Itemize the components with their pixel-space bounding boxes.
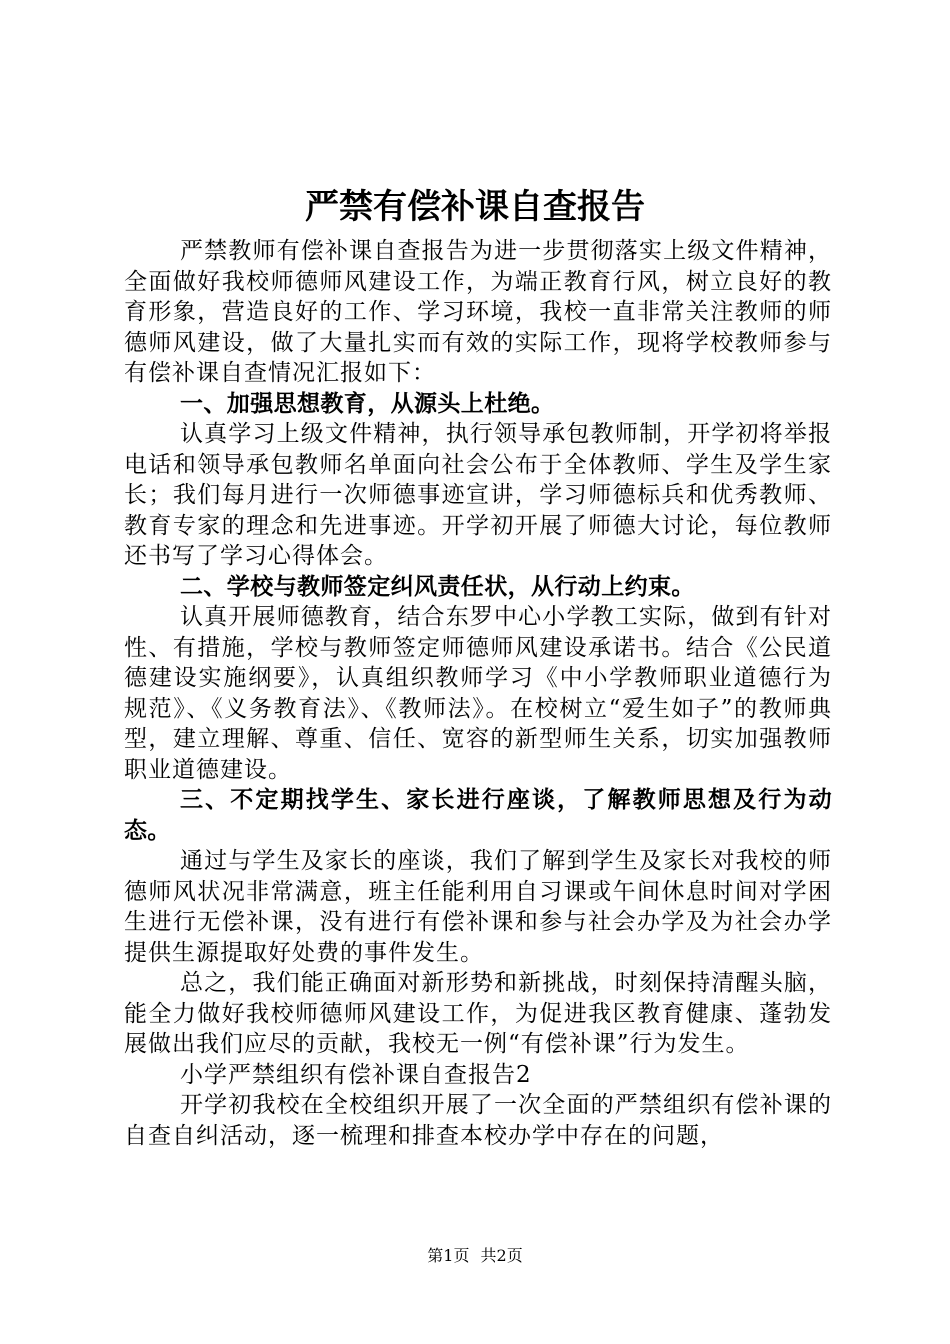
section-paragraph-1: 认真学习上级文件精神，执行领导承包教师制，开学初将举报电话和领导承包教师名单面向社会公布于全体教师、学生及学生家长；我们每月进行一次师德事迹宣讲，学习师德标兵和优秀教师、教育专家的理念和先进事迹。开学初开展了师德大讨论，每位教师还书写了学习心得体会。: [124, 421, 832, 569]
intro-paragraph: 严禁教师有偿补课自查报告为进一步贯彻落实上级文件精神，全面做好我校师德师风建设工作，为端正教育行风，树立良好的教育形象，营造良好的工作、学习环境，我校一直非常关注教师的师德师风建设，做了大量扎实而有效的实际工作，现将学校教师参与有偿补课自查情况汇报如下：: [124, 238, 832, 386]
section-heading-3: 三、不定期找学生、家长进行座谈，了解教师思想及行为动态。: [124, 787, 832, 844]
conclusion-paragraph: 总之，我们能正确面对新形势和新挑战，时刻保持清醒头脑，能全力做好我校师德师风建设工作，为促进我区教育健康、蓬勃发展做出我们应尽的贡献，我校无一例“有偿补课”行为发生。: [124, 970, 832, 1057]
page-footer: 第1页 共2页: [427, 1246, 523, 1265]
section-paragraph-3: 通过与学生及家长的座谈，我们了解到学生及家长对我校的师德师风状况非常满意，班主任能利用自习课或午间休息时间对学困生进行无偿补课，没有进行有偿补课和参与社会办学及为社会办学提供生源提取好处费的事件发生。: [124, 848, 832, 966]
section-heading-2: 二、学校与教师签定纠风责任状，从行动上约束。: [180, 573, 695, 600]
second-report-title: 小学严禁组织有偿补课自查报告2: [180, 1061, 532, 1088]
section-heading-1: 一、加强思想教育，从源头上杜绝。: [180, 390, 555, 417]
section-paragraph-2: 认真开展师德教育，结合东罗中心小学教工实际，做到有针对性、有措施，学校与教师签定师德师风建设承诺书。结合《公民道德建设实施纲要》，认真组织教师学习《中小学教师职业道德行为规范》、《义务教育法》、《教师法》。在校树立“爱生如子”的教师典型，建立理解、尊重、信任、宽容的新型师生关系，切实加强教师职业道德建设。: [124, 604, 832, 783]
second-report-paragraph: 开学初我校在全校组织开展了一次全面的严禁组织有偿补课的自查自纠活动，逐一梳理和排查本校办学中存在的问题，: [124, 1092, 832, 1149]
document-body: [124, 236, 832, 1151]
document-title: 严禁有偿补课自查报告: [305, 187, 645, 227]
